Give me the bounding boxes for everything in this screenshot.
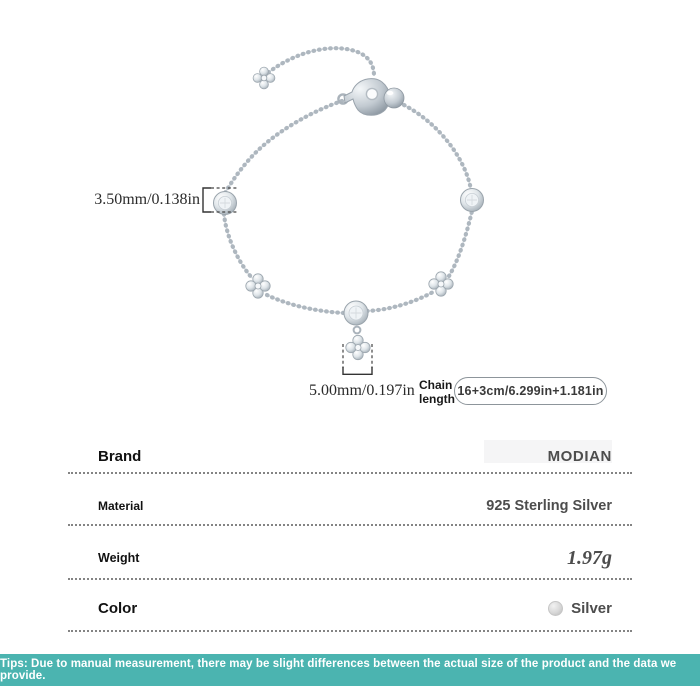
round-bezel-charm-left bbox=[214, 192, 237, 215]
drop-clover-icon bbox=[346, 335, 370, 359]
tips-text: Tips: Due to manual measurement, there may be slight differences between the actual size of the product and the data we provide. bbox=[0, 658, 677, 682]
lobster-clasp-icon bbox=[338, 79, 389, 116]
brand-value: MODIAN bbox=[547, 447, 612, 465]
center-charm-with-drop bbox=[344, 301, 370, 360]
divider bbox=[68, 630, 632, 632]
drop-size-callout: 5.00mm/0.197in bbox=[309, 382, 415, 399]
slider-bead-icon bbox=[384, 88, 404, 108]
spec-row-material bbox=[68, 491, 632, 521]
brand-label: Brand bbox=[98, 447, 142, 465]
bezel-size-callout: 3.50mm/0.138in bbox=[94, 191, 200, 208]
spec-row-brand bbox=[68, 441, 632, 471]
round-bezel-charm-right bbox=[461, 189, 484, 212]
divider bbox=[68, 578, 632, 580]
weight-value: 1.97g bbox=[567, 546, 612, 569]
color-value: Silver bbox=[571, 599, 612, 617]
material-value: 925 Sterling Silver bbox=[486, 498, 612, 514]
divider bbox=[68, 472, 632, 474]
chain-length-label: Chain length bbox=[419, 378, 455, 406]
material-label: Material bbox=[98, 499, 144, 513]
chain-length-pill bbox=[454, 377, 607, 405]
silver-circle-swatch bbox=[548, 601, 563, 616]
tips-bar bbox=[0, 654, 700, 686]
divider bbox=[68, 524, 632, 526]
weight-label: Weight bbox=[98, 551, 140, 565]
color-label: Color bbox=[98, 599, 138, 617]
spec-row-weight bbox=[68, 543, 632, 573]
spec-row-color bbox=[68, 593, 632, 623]
chain-length-value: 16+3cm/6.299in+1.181in bbox=[457, 384, 604, 398]
